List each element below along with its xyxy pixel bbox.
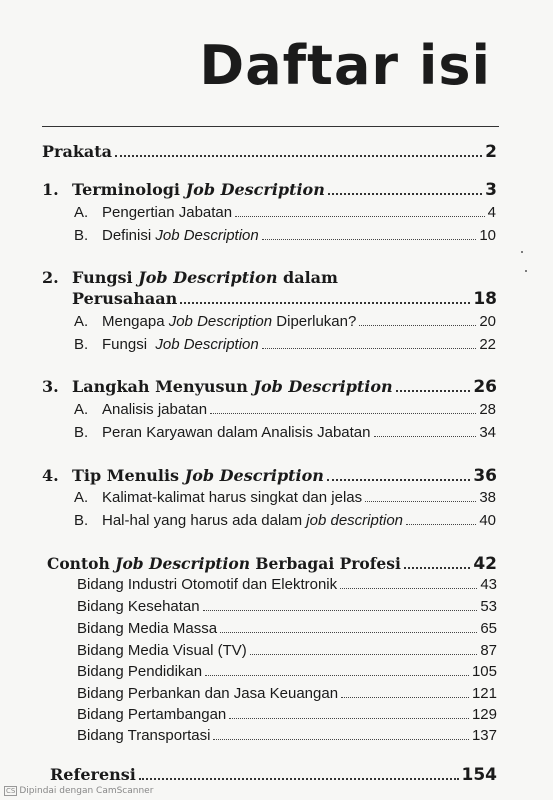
toc-item-2b[interactable] <box>74 336 496 353</box>
item-title-rest: Diperlukan? <box>272 313 357 330</box>
toc-chapter-2[interactable] <box>42 268 497 287</box>
item-title: Bidang Media Massa <box>77 620 218 637</box>
dot-leader <box>205 675 469 676</box>
toc-chapter-1[interactable] <box>42 180 497 200</box>
item-title: Mengapa <box>102 313 169 330</box>
chapter-number: 3. <box>42 377 59 396</box>
dot-leader <box>115 155 482 157</box>
watermark-text: Dipindai dengan CamScanner <box>19 786 154 796</box>
section-title-rest: Berbagai Profesi <box>250 554 401 573</box>
item-title: Analisis jabatan <box>102 401 208 418</box>
item-letter: A. <box>74 489 89 506</box>
chapter-title: Langkah Menyusun <box>72 377 254 396</box>
dot-leader <box>328 193 482 195</box>
toc-contoh-item[interactable] <box>77 598 497 615</box>
chapter-number: 4. <box>42 466 59 485</box>
dot-leader <box>359 325 476 326</box>
toc-entry-referensi[interactable] <box>50 765 497 785</box>
dot-leader <box>406 524 476 525</box>
dot-leader <box>404 567 470 569</box>
section-title-italic: Job Description <box>115 554 251 573</box>
dot-leader <box>340 588 477 589</box>
item-title-italic: Job Description <box>155 336 259 353</box>
dot-leader <box>180 302 470 304</box>
toc-contoh-item[interactable] <box>77 642 497 659</box>
toc-item-3b[interactable] <box>74 424 496 441</box>
item-letter: B. <box>74 424 89 441</box>
scanner-watermark <box>4 786 153 796</box>
dot-leader <box>139 778 459 780</box>
dot-leader <box>229 718 469 719</box>
dot-leader <box>262 348 477 349</box>
toc-page: 22 <box>479 336 496 353</box>
item-title: Fungsi <box>102 336 156 353</box>
toc-label: Referensi <box>50 765 136 784</box>
item-title: Bidang Industri Otomotif dan Elektronik <box>77 576 338 593</box>
dot-leader <box>262 239 477 240</box>
toc-contoh-item[interactable] <box>77 620 497 637</box>
toc-page: 137 <box>471 727 497 744</box>
toc-contoh-item[interactable] <box>77 685 497 702</box>
chapter-title-italic: Job Description <box>185 180 325 199</box>
toc-page: 10 <box>479 227 496 244</box>
toc-item-2a[interactable] <box>74 313 496 330</box>
camscanner-logo: CS <box>6 787 16 795</box>
toc-page: 53 <box>480 598 497 615</box>
item-title-italic: job description <box>306 512 404 529</box>
item-title: Bidang Pendidikan <box>77 663 203 680</box>
toc-contoh[interactable] <box>47 554 497 574</box>
item-letter: A. <box>74 204 89 221</box>
toc-page: 121 <box>471 685 497 702</box>
toc-page: 36 <box>473 466 497 486</box>
dot-leader <box>220 632 477 633</box>
toc-chapter-2-line2[interactable] <box>72 289 497 309</box>
item-letter: B. <box>74 227 89 244</box>
toc-page: 154 <box>461 765 497 785</box>
title-rule <box>42 126 499 127</box>
item-title: Bidang Transportasi <box>77 727 211 744</box>
item-letter: A. <box>74 313 89 330</box>
item-title-italic: Job Description <box>168 313 273 330</box>
toc-item-1a[interactable] <box>74 204 496 221</box>
section-title: Contoh <box>47 554 116 573</box>
dot-leader <box>327 479 470 481</box>
dot-leader <box>374 436 477 437</box>
dot-leader <box>396 390 471 392</box>
scan-speck <box>525 270 527 272</box>
item-title: Bidang Media Visual (TV) <box>77 642 247 659</box>
dot-leader <box>250 654 478 655</box>
item-title: Peran Karyawan dalam Analisis Jabatan <box>102 424 371 441</box>
toc-page: 34 <box>479 424 496 441</box>
item-title: Hal-hal yang harus ada dalam <box>102 512 307 529</box>
toc-page: 43 <box>480 576 497 593</box>
toc-page: 2 <box>485 142 497 162</box>
item-title: Bidang Perbankan dan Jasa Keuangan <box>77 685 339 702</box>
toc-page: 28 <box>479 401 496 418</box>
toc-page: 18 <box>473 289 497 309</box>
toc-page: 38 <box>479 489 496 506</box>
page-title: Daftar isi <box>199 34 491 97</box>
toc-label: Prakata <box>42 142 113 161</box>
toc-chapter-4[interactable] <box>42 466 497 486</box>
item-title: Kalimat-kalimat harus singkat dan jelas <box>102 489 363 506</box>
toc-chapter-3[interactable] <box>42 377 497 397</box>
dot-leader <box>213 739 469 740</box>
toc-contoh-item[interactable] <box>77 663 497 680</box>
chapter-title: Terminologi <box>72 180 186 199</box>
item-title: Bidang Pertambangan <box>77 706 227 723</box>
toc-page: 129 <box>471 706 497 723</box>
chapter-number: 2. <box>42 268 59 287</box>
item-letter: A. <box>74 401 89 418</box>
toc-item-4a[interactable] <box>74 489 496 506</box>
toc-page: 87 <box>480 642 497 659</box>
item-letter: B. <box>74 512 89 529</box>
dot-leader <box>203 610 478 611</box>
toc-item-3a[interactable] <box>74 401 496 418</box>
toc-page: 4 <box>487 204 496 221</box>
toc-entry-prakata[interactable] <box>42 142 497 162</box>
chapter-title-italic: Job Description <box>253 377 393 396</box>
chapter-title-rest: dalam <box>277 268 338 287</box>
toc-page: 20 <box>479 313 496 330</box>
toc-page: 42 <box>473 554 497 574</box>
toc-page: 105 <box>471 663 497 680</box>
toc-page: 3 <box>485 180 497 200</box>
item-letter: B. <box>74 336 89 353</box>
dot-leader <box>341 697 469 698</box>
item-title: Definisi <box>102 227 156 244</box>
toc-contoh-item[interactable] <box>77 727 497 744</box>
item-title: Bidang Kesehatan <box>77 598 200 615</box>
scan-speck <box>521 251 523 253</box>
toc-page: 65 <box>480 620 497 637</box>
toc-item-4b[interactable] <box>74 512 496 529</box>
chapter-title-italic: Job Description <box>184 466 324 485</box>
toc-page: 40 <box>479 512 496 529</box>
toc-page: 26 <box>473 377 497 397</box>
chapter-title: Tip Menulis <box>72 466 185 485</box>
toc-item-1b[interactable] <box>74 227 496 244</box>
dot-leader <box>365 501 476 502</box>
dot-leader <box>235 216 485 217</box>
dot-leader <box>210 413 476 414</box>
chapter-title: Fungsi <box>72 268 139 287</box>
toc-contoh-item[interactable] <box>77 576 497 593</box>
chapter-number: 1. <box>42 180 59 199</box>
toc-contoh-item[interactable] <box>77 706 497 723</box>
chapter-title-italic: Job Description <box>138 268 278 287</box>
chapter-title-line2: Perusahaan <box>72 289 178 308</box>
item-title-italic: Job Description <box>155 227 259 244</box>
item-title: Pengertian Jabatan <box>102 204 233 221</box>
